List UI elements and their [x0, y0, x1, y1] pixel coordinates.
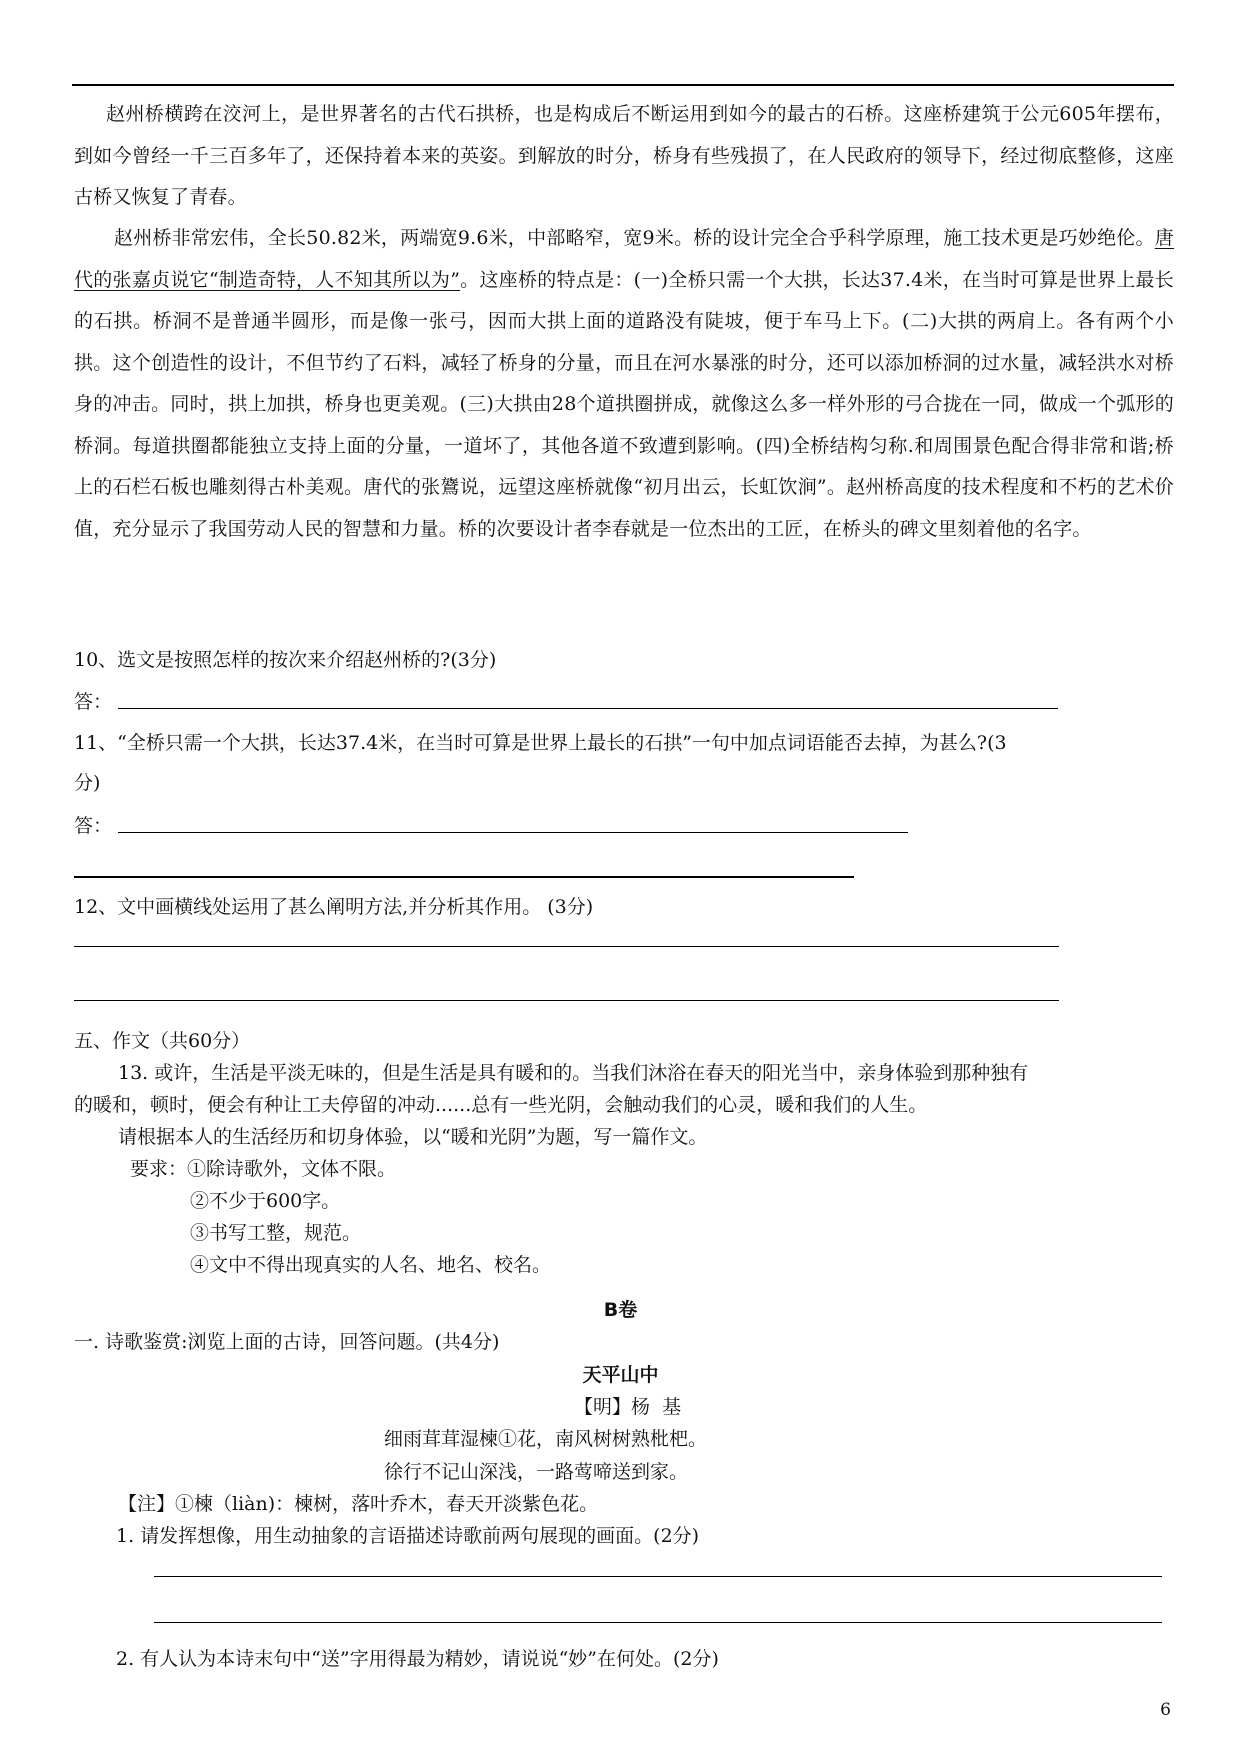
composition-requirement-2: ②不少于600字。	[190, 1190, 341, 1212]
passage-paragraph-1: 赵州桥横跨在洨河上，是世界著名的古代石拱桥，也是构成后不断运用到如今的最古的石桥。这座桥建筑于公元605年摆布，到如今曾经一千三百多年了，还保持着本来的英姿。到解放的时分，桥身有些残损了，在人民政府的领导下，经过彻底整修，这座古桥又恢复了青春。	[74, 103, 1174, 208]
answer-line-b1a[interactable]	[154, 1576, 1162, 1577]
question-10: 10、选文是按照怎样的按次来介绍赵州桥的?(3分)	[74, 649, 497, 671]
poem-line-1: 细雨茸茸湿楝①花，南风树树熟枇杷。	[384, 1428, 708, 1450]
poetry-question-2: 2. 有人认为本诗末句中“送”字用得最为精妙，请说说“妙”在何处。(2分)	[116, 1648, 719, 1670]
composition-requirement-1: 要求：①除诗歌外，文体不限。	[130, 1158, 397, 1180]
question-11-line-2: 分)	[74, 772, 101, 794]
answer-line-12a[interactable]	[74, 946, 1059, 947]
answer-line-10[interactable]	[118, 708, 1058, 709]
page-number: 6	[1160, 1700, 1171, 1720]
question-12: 12、文中画横线处运用了甚么阐明方法,并分析其作用。 (3分)	[74, 896, 594, 918]
header-rule	[72, 84, 1174, 86]
passage-paragraph-2-rest: 。这座桥的特点是：(一)全桥只需一个大拱，长达37.4米，在当时可算是世界上最长的石拱。桥洞不是普通半圆形，而是像一张弓，因而大拱上面的道路没有陡坡，便于车马上下。(二)大拱的两肩上。各有两个小拱。这个创造性的设计，不但节约了石料，减轻了桥身的分量，而且在河水暴涨的时分，还可以添加桥洞的过水量，减轻洪水对桥身的冲击。同时，拱上加拱，桥身也更美观。(三)大拱由28个道拱圈拼成，就像这么多一样外形的弓合拢在一同，做成一个弧形的桥洞。每道拱圈都能独立支持上面的分量，一道坏了，其他各道不致遭到影响。(四)全桥结构匀称.和周围景色配合得非常和谐;桥上的石栏石板也雕刻得古朴美观。唐代的张鷟说，远望这座桥就像“初月出云，长虹饮涧”。赵州桥高度的技术程度和不朽的艺术价值，充分显示了我国劳动人民的智慧和力量。桥的次要设计者李春就是一位杰出的工匠，在桥头的碑文里刻着他的名字。	[74, 268, 1174, 540]
answer-line-11b[interactable]	[74, 876, 854, 878]
poem-line-2: 徐行不记山深浅，一路莺啼送到家。	[384, 1461, 689, 1483]
passage-paragraph-2	[74, 218, 1174, 550]
poem-note: 【注】①楝（liàn)：楝树，落叶乔木，春天开淡紫色花。	[118, 1493, 599, 1515]
answer-line-11a[interactable]	[118, 832, 908, 833]
composition-line-2: 的暖和，顿时，便会有种让工夫停留的冲动......总有一些光阴，会触动我们的心灵，暖和我们的人生。	[74, 1094, 928, 1116]
poetry-question-1: 1. 请发挥想像，用生动抽象的言语描述诗歌前两句展现的画面。(2分)	[116, 1525, 700, 1547]
underlined-sentence: 唐代的张嘉贞说它“制造奇特，人不知其所以为”	[74, 227, 1174, 291]
composition-requirement-4: ④文中不得出现真实的人名、地名、校名。	[190, 1254, 552, 1276]
composition-heading: 五、作文（共60分）	[74, 1030, 251, 1052]
section-b-title: B卷	[603, 1299, 638, 1321]
answer-line-b1b[interactable]	[154, 1622, 1162, 1623]
answer-label-11: 答：	[74, 815, 113, 837]
composition-line-3: 请根据本人的生活经历和切身体验，以“暖和光阴”为题，写一篇作文。	[118, 1126, 708, 1148]
poem-author: 【明】杨 基	[574, 1396, 682, 1418]
poetry-heading: 一. 诗歌鉴赏:浏览上面的古诗，回答问题。(共4分)	[74, 1331, 500, 1353]
poem-title: 天平山中	[582, 1364, 659, 1386]
answer-line-12b[interactable]	[74, 1000, 1059, 1001]
composition-line-1: 13. 或许，生活是平淡无味的，但是生活是具有暖和的。当我们沐浴在春天的阳光当中，亲身体验到那种独有	[118, 1062, 1029, 1084]
question-11-line-1: 11、“全桥只需一个大拱，长达37.4米，在当时可算是世界上最长的石拱”一句中加点词语能否去掉，为甚么?(3	[74, 732, 1007, 754]
passage-paragraph-2-start: 赵州桥非常宏伟，全长50.82米，两端宽9.6米，中部略窄，宽9米。桥的设计完全合乎科学原理，施工技术更是巧妙绝伦。	[114, 227, 1155, 249]
composition-requirement-3: ③书写工整，规范。	[190, 1222, 362, 1244]
answer-label-10: 答：	[74, 691, 113, 713]
